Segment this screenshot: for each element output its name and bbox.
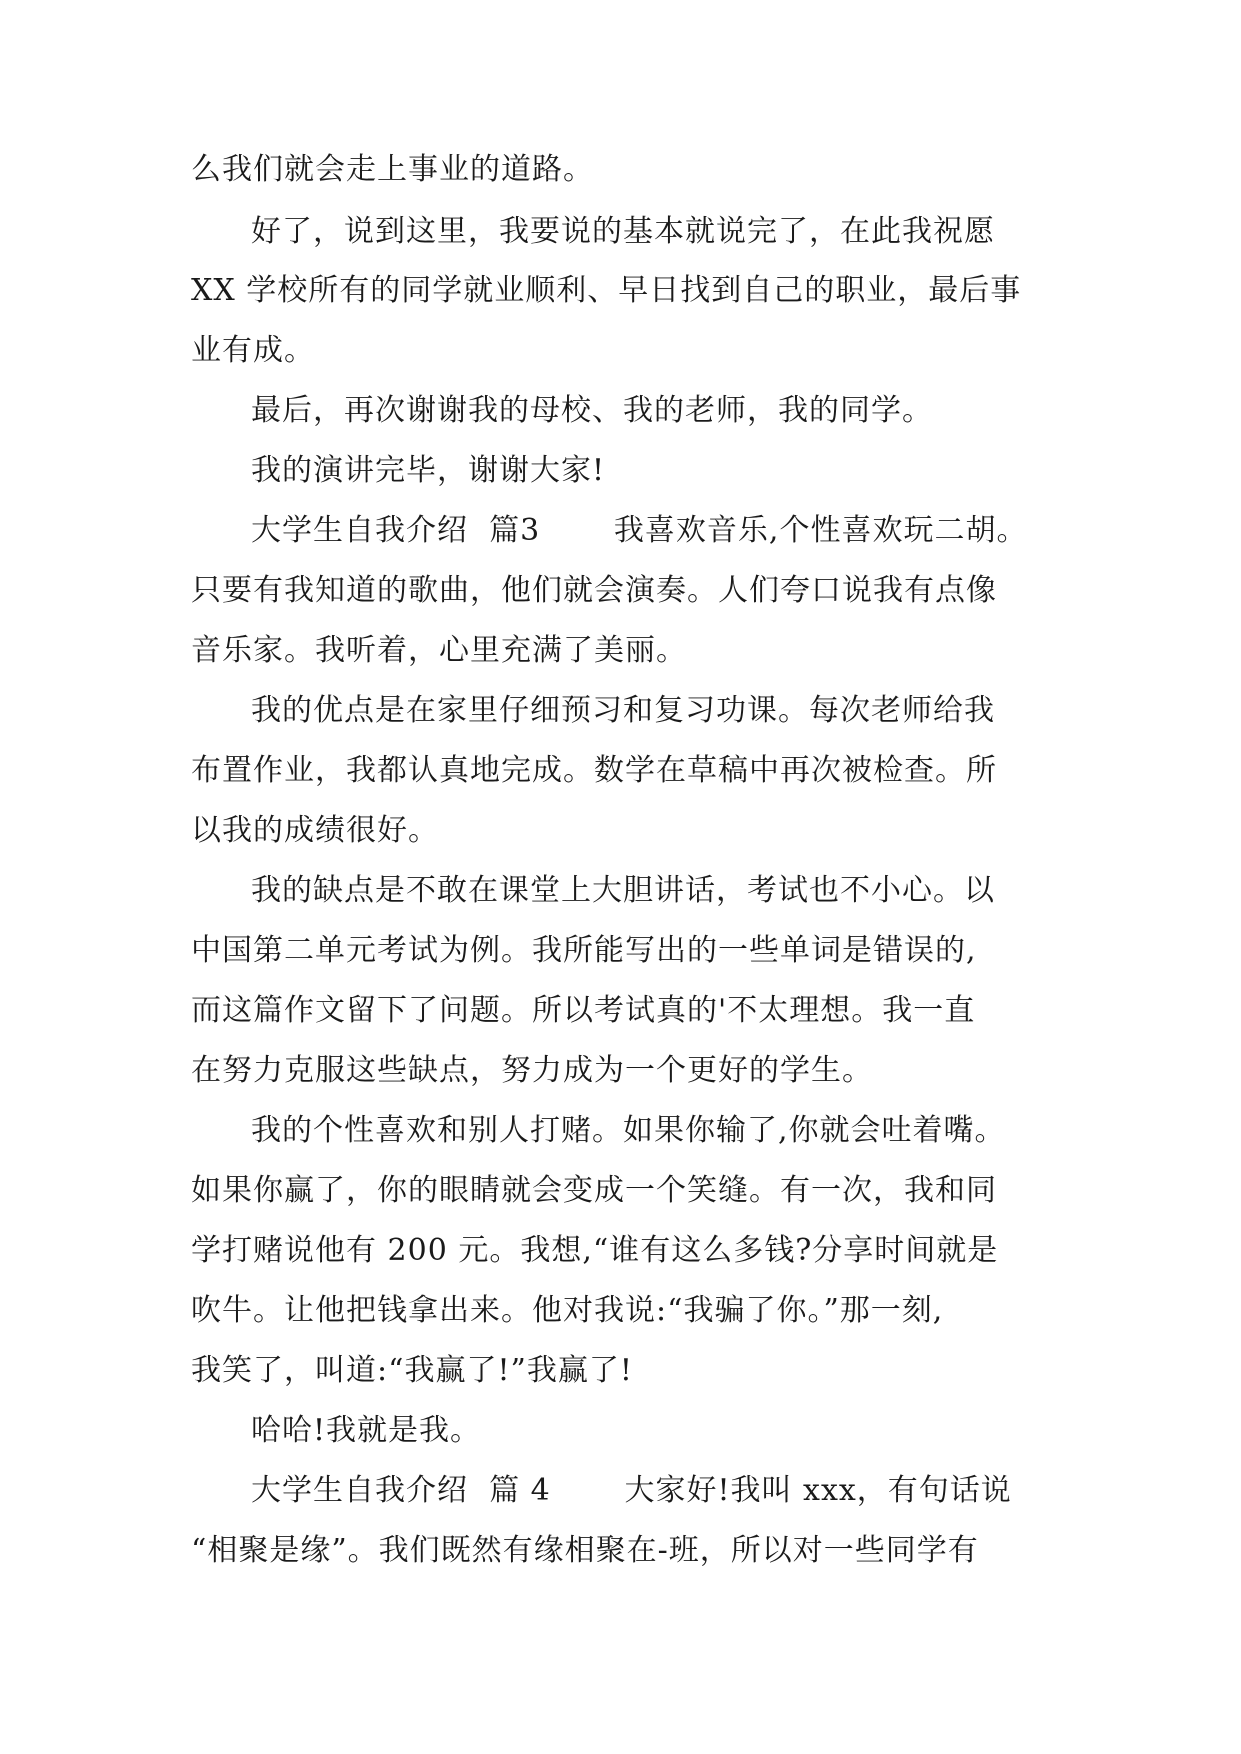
- text-line: 我笑了，叫道:“我赢了!”我赢了!: [191, 1353, 633, 1388]
- text-line: 我的个性喜欢和别人打赌。如果你输了,你就会吐着嘴。: [251, 1113, 1006, 1148]
- text-line: 布置作业，我都认真地完成。数学在草稿中再次被检查。所: [191, 753, 997, 788]
- text-line: 而这篇作文留下了问题。所以考试真的'不太理想。我一直: [191, 993, 976, 1028]
- section-heading-line: 大学生自我介绍 篇 4 大家好!我叫 xxx，有句话说: [251, 1473, 1012, 1508]
- text-line: 我的优点是在家里仔细预习和复习功课。每次老师给我: [251, 693, 995, 728]
- text-line: 只要有我知道的歌曲，他们就会演奏。人们夸口说我有点像: [191, 573, 997, 608]
- text-line: 以我的成绩很好。: [191, 813, 439, 848]
- text-line: XX 学校所有的同学就业顺利、早日找到自己的职业，最后事: [191, 273, 1022, 308]
- text-line: 音乐家。我听着，心里充满了美丽。: [191, 633, 687, 668]
- text-line: 我的演讲完毕，谢谢大家!: [251, 453, 606, 488]
- text-line: 吹牛。让他把钱拿出来。他对我说:“我骗了你。”那一刻,: [191, 1293, 944, 1328]
- text-line: 哈哈!我就是我。: [251, 1413, 482, 1448]
- text-line: 如果你赢了，你的眼睛就会变成一个笑缝。有一次，我和同: [191, 1173, 997, 1208]
- text-line: 在努力克服这些缺点，努力成为一个更好的学生。: [191, 1053, 873, 1088]
- text-line: “相聚是缘”。我们既然有缘相聚在-班，所以对一些同学有: [191, 1533, 979, 1568]
- text-line: 中国第二单元考试为例。我所能写出的一些单词是错误的,: [191, 933, 977, 968]
- text-line: 最后，再次谢谢我的母校、我的老师，我的同学。: [251, 393, 933, 428]
- text-line: 学打赌说他有 200 元。我想,“谁有这么多钱?分享时间就是: [191, 1233, 999, 1268]
- section-heading-line: 大学生自我介绍 篇3 我喜欢音乐,个性喜欢玩二胡。: [251, 513, 1028, 548]
- text-line: 么我们就会走上事业的道路。: [191, 152, 594, 187]
- text-line: 业有成。: [191, 333, 315, 368]
- text-line: 我的缺点是不敢在课堂上大胆讲话，考试也不小心。以: [251, 873, 995, 908]
- text-line: 好了，说到这里，我要说的基本就说完了，在此我祝愿: [251, 214, 995, 249]
